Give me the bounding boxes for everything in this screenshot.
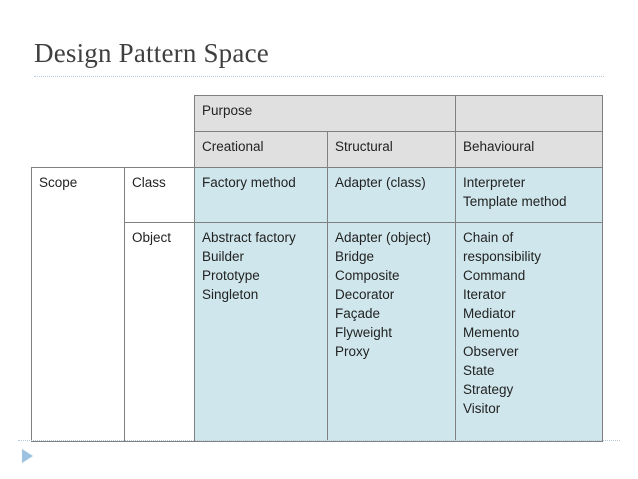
corner-blank-4 bbox=[125, 132, 195, 168]
row-label-class: Class bbox=[125, 168, 195, 223]
table-row bbox=[32, 132, 603, 168]
list-item: Mediator bbox=[463, 306, 516, 321]
list-item: Flyweight bbox=[335, 325, 393, 340]
list-item: Command bbox=[463, 268, 526, 283]
list-item: Abstract factory bbox=[202, 230, 296, 245]
list-item: Chain of responsibility bbox=[463, 230, 542, 264]
list-item: Prototype bbox=[202, 268, 260, 283]
list-item: Composite bbox=[335, 268, 400, 283]
footer-divider bbox=[18, 440, 620, 441]
scope-label: Scope bbox=[32, 168, 125, 442]
table-row bbox=[32, 168, 603, 223]
column-header-behavioural: Behavioural bbox=[456, 132, 603, 168]
purpose-header: Purpose bbox=[195, 96, 456, 132]
list-item: Strategy bbox=[463, 382, 514, 397]
row-label-object: Object bbox=[125, 223, 195, 442]
list-item: Template method bbox=[463, 194, 567, 209]
list-item: Visitor bbox=[463, 401, 501, 416]
list-item: Bridge bbox=[335, 249, 375, 264]
list-item: Adapter (class) bbox=[335, 175, 426, 190]
page-title: Design Pattern Space bbox=[34, 38, 269, 68]
corner-blank-2 bbox=[125, 96, 195, 132]
list-item: Proxy bbox=[335, 344, 370, 359]
cell-object-creational bbox=[195, 223, 328, 442]
cell-class-creational bbox=[195, 168, 328, 223]
list-item: Builder bbox=[202, 249, 245, 264]
corner-blank-1 bbox=[32, 96, 125, 132]
list-item: State bbox=[463, 363, 495, 378]
cell-object-structural bbox=[328, 223, 456, 442]
cell-object-behavioural bbox=[456, 223, 603, 442]
list-item: Interpreter bbox=[463, 175, 526, 190]
list-item: Singleton bbox=[202, 287, 259, 302]
cell-class-behavioural bbox=[456, 168, 603, 223]
corner-blank-3 bbox=[32, 132, 125, 168]
list-item: Factory method bbox=[202, 175, 296, 190]
purpose-header-filler bbox=[456, 96, 603, 132]
column-header-structural: Structural bbox=[328, 132, 456, 168]
cell-class-structural bbox=[328, 168, 456, 223]
column-header-creational: Creational bbox=[195, 132, 328, 168]
title-divider bbox=[34, 76, 604, 77]
table-row bbox=[32, 96, 603, 132]
list-item: Adapter (object) bbox=[335, 230, 432, 245]
list-item: Decorator bbox=[335, 287, 395, 302]
list-item: Façade bbox=[335, 306, 381, 321]
list-item: Iterator bbox=[463, 287, 506, 302]
list-item: Observer bbox=[463, 344, 519, 359]
play-arrow-icon[interactable] bbox=[22, 449, 33, 463]
design-pattern-space-table bbox=[31, 95, 603, 442]
list-item: Memento bbox=[463, 325, 520, 340]
